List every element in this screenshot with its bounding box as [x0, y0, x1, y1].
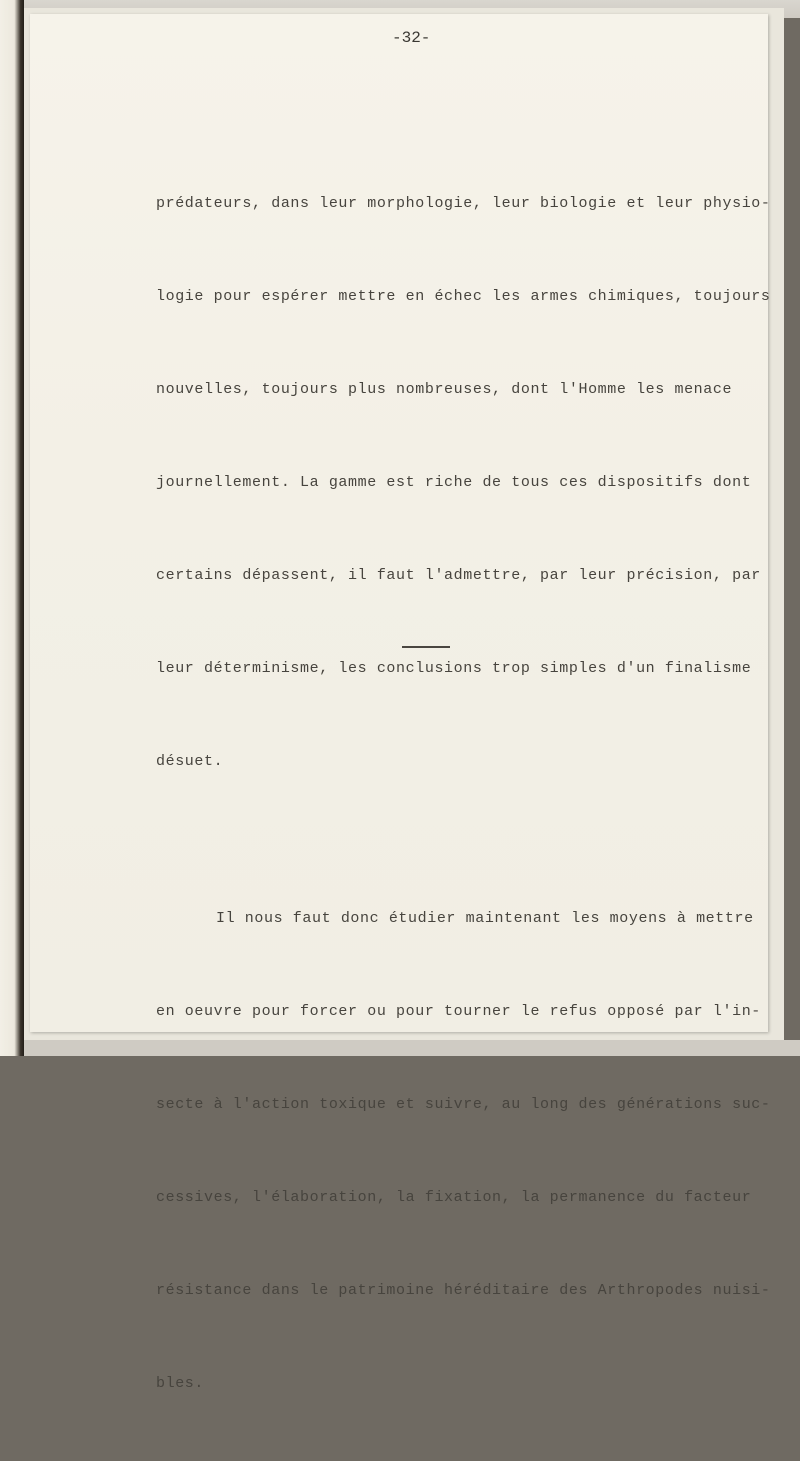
text-line: désuet. [156, 753, 224, 770]
scan-background-bottom [24, 1040, 800, 1056]
paragraph-gap [156, 839, 766, 841]
text-line: certains dépassent, il faut l'admettre, par leur précision, par [156, 567, 761, 584]
text-line: secte à l'action toxique et suivre, au long des générations suc- [156, 1096, 771, 1113]
text-line: logie pour espérer mettre en échec les armes chimiques, toujours [156, 288, 771, 305]
body-text [156, 126, 771, 1461]
binder-edge [0, 0, 24, 1056]
text-line: cessives, l'élaboration, la fixation, la permanence du facteur [156, 1189, 752, 1206]
section-divider [402, 646, 450, 648]
text-line: résistance dans le patrimoine héréditaire des Arthropodes nuisi- [156, 1282, 771, 1299]
text-line: Il nous faut donc étudier maintenant les moyens à mettre [216, 910, 754, 927]
text-line: bles. [156, 1375, 205, 1392]
document-page [30, 14, 771, 1392]
text-line: leur déterminisme, les conclusions trop simples d'un finalisme [156, 660, 752, 677]
text-line: prédateurs, dans leur morphologie, leur biologie et leur physio- [156, 195, 771, 212]
page-number: -32- [392, 29, 431, 47]
text-line: en oeuvre pour forcer ou pour tourner le refus opposé par l'in- [156, 1003, 761, 1020]
text-line: journellement. La gamme est riche de tous ces dispositifs dont [156, 474, 752, 491]
text-line: nouvelles, toujours plus nombreuses, dont l'Homme les menace [156, 381, 733, 398]
